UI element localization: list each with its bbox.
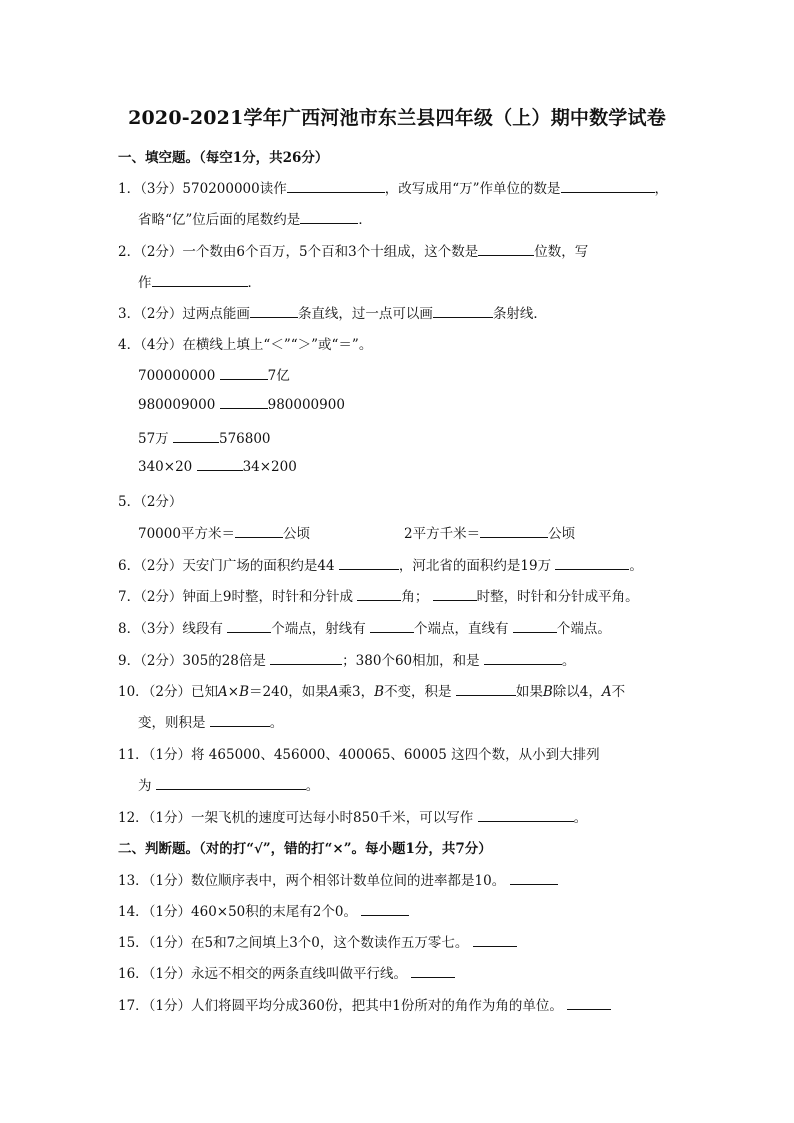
q1-text-b: ，改写成用“万”作单位的数是 [384,181,561,197]
question-5: 5．（2分） [118,494,183,510]
q5-text-b: 70000平方米＝ [138,526,235,542]
exam-title: 2020-2021学年广西河池市东兰县四年级（上）期中数学试卷 [128,107,666,129]
variable-a: A [601,684,612,700]
q10-text-a: 10．（2分）已知 [118,684,219,700]
section-heading-true-false: 二、判断题。（对的打“√”，错的打“×”。每小题1分，共7分） [118,841,492,857]
variable-b: B [374,684,385,700]
q13-text: 13．（1分）数位顺序表中，两个相邻计数单位间的进率都是10。 [118,873,506,889]
q15-text: 15．（1分）在5和7之间填上3个0，这个数读作五万零七。 [118,935,469,951]
q11-text-c: 。 [305,778,320,794]
answer-blank[interactable] [478,809,574,822]
q11-text-b: 为 [138,778,152,794]
q8-text-a: 8．（3分）线段有 [118,621,223,637]
question-11-cont [138,774,319,794]
q9-text-b: ；380个60相加，和是 [342,653,480,669]
variable-a: A [328,684,339,700]
answer-blank[interactable] [300,211,358,224]
answer-blank[interactable] [433,305,493,318]
q10-text-i: 。 [269,715,284,731]
q1-text-d: 省略“亿”位后面的尾数约是 [138,212,301,228]
answer-blank[interactable] [210,714,270,727]
q4-right: 7亿 [267,368,290,384]
q2-text-a: 2．（2分）一个数由6个百万，5个百和3个十组成，这个数是 [118,244,479,260]
answer-blank[interactable] [339,557,399,570]
question-11: 11．（1分）将 465000、456000、400065、60005 这四个数，从小到大排列 [118,747,600,763]
answer-blank[interactable] [361,903,409,916]
q5-text-e: 公顷 [548,526,576,542]
answer-blank[interactable] [227,620,271,633]
variable-b: B [542,684,553,700]
question-1-cont [138,208,372,228]
answer-blank[interactable] [411,965,455,978]
question-17 [118,994,611,1014]
question-5-part-1 [138,522,310,542]
question-2 [118,240,588,260]
q1-text-e: ． [358,212,372,228]
question-13 [118,869,558,889]
q9-text-a: 9．（2分）305的28倍是 [118,653,266,669]
question-8 [118,617,611,637]
answer-blank[interactable] [250,305,298,318]
q2-text-b: 位数，写 [534,244,589,260]
q7-text-c: 时整，时针和分针成平角。 [476,589,639,605]
q10-text-g: 不 [611,684,626,700]
question-7 [118,585,639,605]
variable-b: B [239,684,250,700]
q8-text-c: 个端点，直线有 [414,621,509,637]
q5-text-c: 公顷 [282,526,310,542]
q10-text-d: 不变，积是 [384,684,452,700]
answer-blank[interactable] [567,997,611,1010]
q2-text-c: 作 [138,275,152,291]
q3-text-a: 3．（2分）过两点能画 [118,306,250,322]
question-1 [118,177,668,197]
answer-blank[interactable] [478,243,534,256]
q10-text-b: ＝240，如果 [249,684,329,700]
question-5-part-2 [404,522,575,542]
q1-text-a: 1．（3分）570200000读作 [118,181,287,197]
q9-text-c: 。 [561,653,576,669]
question-9 [118,649,575,669]
question-4-row-3 [138,427,271,447]
question-4-row-1 [138,364,290,384]
times-sign: × [227,684,240,700]
question-4-row-2 [138,396,345,413]
answer-blank[interactable] [287,180,385,193]
q5-text-d: 2平方千米＝ [404,526,481,542]
answer-blank[interactable] [220,367,268,380]
answer-blank[interactable] [433,588,477,601]
answer-blank[interactable] [480,525,548,538]
q4-right: 576800 [218,431,271,447]
q12-text-a: 12．（1分）一架飞机的速度可达每小时850千米，可以写作 [118,810,474,826]
q7-text-a: 7．（2分）钟面上9时整，时针和分针成 [118,589,354,605]
q10-text-f: 除以4， [552,684,602,700]
answer-blank[interactable] [220,396,268,409]
question-14 [118,900,409,920]
q10-text-h: 变，则积是 [138,715,206,731]
q6-text-c: 。 [629,558,643,574]
q3-text-b: 条直线，过一点可以画 [297,306,433,322]
answer-blank[interactable] [173,430,219,443]
answer-blank[interactable] [561,180,655,193]
section-heading-fill-in: 一、填空题。（每空1分，共26分） [118,150,329,166]
q6-text-a: 6．（2分）天安门广场的面积约是44 [118,558,335,574]
answer-blank[interactable] [235,525,283,538]
answer-blank[interactable] [510,872,558,885]
answer-blank[interactable] [197,458,243,471]
question-3 [118,302,547,322]
q6-text-b: ，河北省的面积约是19万 [398,558,552,574]
answer-blank[interactable] [473,934,517,947]
answer-blank[interactable] [456,683,516,696]
q8-text-d: 个端点。 [556,621,611,637]
answer-blank[interactable] [156,777,306,790]
q14-text: 14．（1分）460×50积的末尾有2个0。 [118,904,357,920]
q4-left: 57万 [138,431,169,447]
q17-text: 17．（1分）人们将圆平均分成360份，把其中1份所对的角作为角的单位。 [118,998,563,1014]
q12-text-b: 。 [573,810,588,826]
q10-text-e: 如果 [515,684,543,700]
q3-text-c: 条射线． [492,306,547,322]
q4-left: 700000000 [138,368,216,384]
question-4-row-4 [138,458,297,475]
q4-right: 34×200 [242,459,297,475]
question-10-cont [138,711,283,731]
answer-blank[interactable] [357,588,401,601]
q10-text-c: 乘3， [338,684,375,700]
variable-a: A [218,684,228,700]
q4-left: 980009000 [138,397,216,413]
question-4: 4．（4分）在横线上填上“＜”“＞”或“＝”。 [118,337,373,353]
answer-blank[interactable] [484,652,562,665]
q1-text-c: ， [654,181,669,197]
answer-blank[interactable] [270,652,342,665]
q4-right: 980000900 [267,397,345,413]
q2-text-d: ． [247,275,261,291]
question-16 [118,962,455,982]
question-2-cont [138,271,261,291]
answer-blank[interactable] [513,620,557,633]
question-12 [118,806,587,826]
answer-blank[interactable] [370,620,414,633]
q8-text-b: 个端点，射线有 [271,621,366,637]
answer-blank[interactable] [152,274,248,287]
q7-text-b: 角； [401,589,429,605]
q4-left: 340×20 [138,459,193,475]
answer-blank[interactable] [555,557,629,570]
q16-text: 16．（1分）永远不相交的两条直线叫做平行线。 [118,966,408,982]
question-15 [118,931,517,951]
question-6 [118,554,643,574]
question-10 [118,680,625,700]
